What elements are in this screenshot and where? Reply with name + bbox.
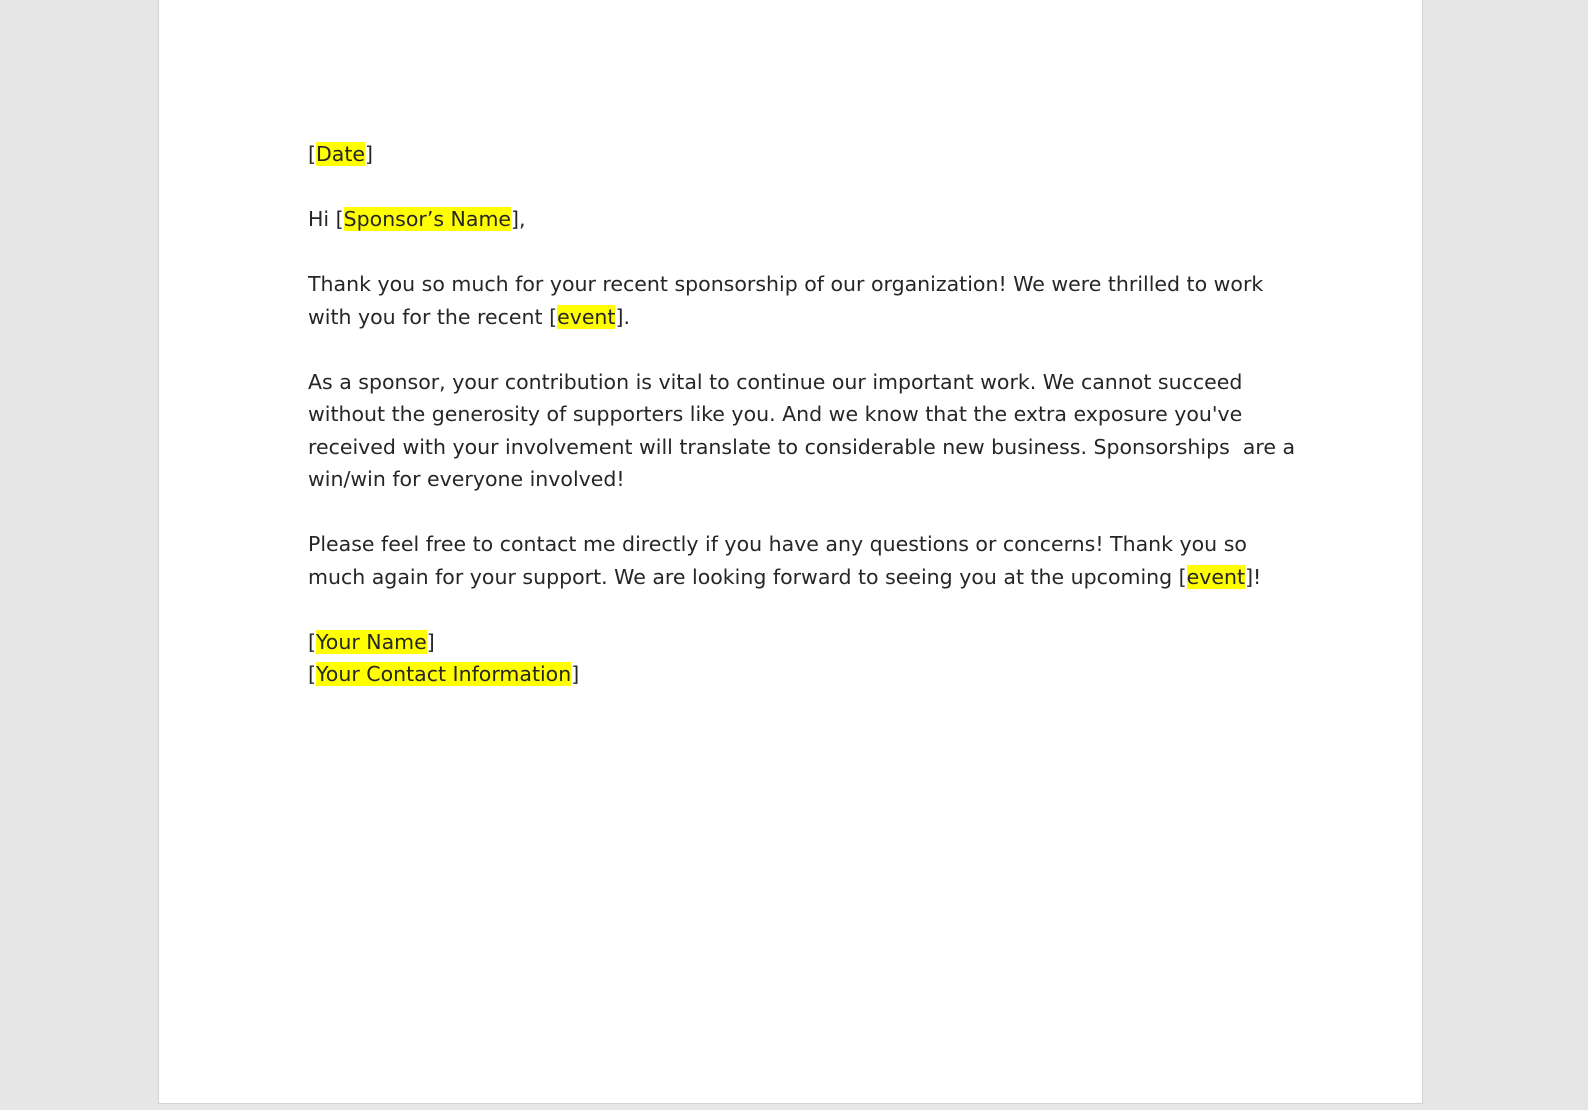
upcoming-event-placeholder[interactable]: event <box>1186 564 1246 589</box>
paragraph2-line1: As a sponsor, your contribution is vital to continue our important work. We cannot succeed <box>308 369 1243 394</box>
thank-you-paragraph[interactable] <box>308 268 1288 333</box>
paragraph3-line2-suffix: ]! <box>1245 564 1262 589</box>
contribution-paragraph[interactable] <box>308 366 1296 496</box>
contact-info-placeholder[interactable]: Your Contact Information <box>316 662 572 686</box>
date-placeholder[interactable]: Date <box>316 142 365 166</box>
date-open-bracket: [ <box>308 142 316 166</box>
your-name-placeholder[interactable]: Your Name <box>316 629 427 654</box>
contact-paragraph[interactable] <box>308 528 1288 593</box>
paragraph3-line1: Please feel free to contact me directly if you have any questions or concerns! Thank you so <box>308 532 1247 556</box>
paragraph3-line2-prefix: much again for your support. We are looking forward to seeing you at the upcoming [ <box>308 564 1187 589</box>
greeting-suffix: ], <box>511 207 526 231</box>
contact-info-close-bracket: ] <box>571 662 580 686</box>
event-placeholder[interactable]: event <box>557 304 616 329</box>
greeting-line[interactable] <box>308 203 1288 236</box>
date-line[interactable] <box>308 138 1288 171</box>
paragraph2-line2: without the generosity of supporters like you. And we know that the extra exposure you've <box>308 402 1243 426</box>
document-page[interactable] <box>158 0 1423 1104</box>
paragraph2-line4: win/win for everyone involved! <box>308 467 625 491</box>
contact-info-open-bracket: [ <box>308 662 316 686</box>
signature-block[interactable] <box>308 626 1288 691</box>
paragraph1-line2-suffix: ]. <box>615 304 630 329</box>
your-name-open-bracket: [ <box>308 629 316 654</box>
paragraph1-line2-prefix: with you for the recent [ <box>308 304 558 329</box>
date-close-bracket: ] <box>365 142 373 166</box>
paragraph1-line1: Thank you so much for your recent sponsorship of our organization! We were thrilled to work <box>308 272 1264 296</box>
sponsor-name-placeholder[interactable]: Sponsor’s Name <box>343 207 512 231</box>
paragraph2-line3: received with your involvement will translate to considerable new business. Sponsorships are a <box>308 434 1296 459</box>
letter-body[interactable] <box>308 138 1296 691</box>
greeting-prefix: Hi [ <box>308 207 344 231</box>
your-name-close-bracket: ] <box>426 629 435 654</box>
